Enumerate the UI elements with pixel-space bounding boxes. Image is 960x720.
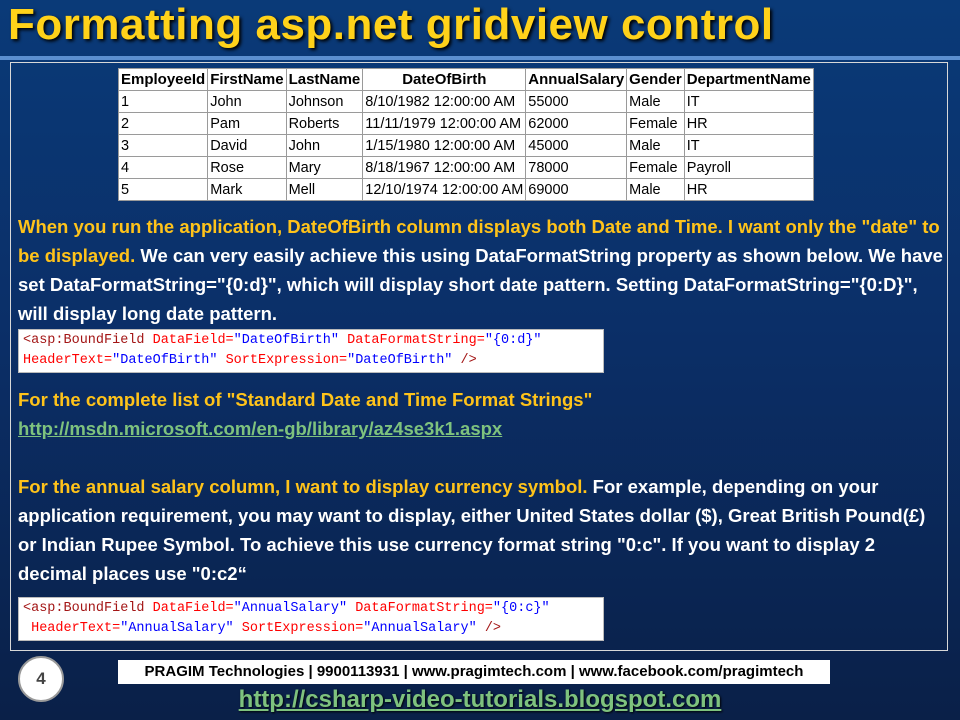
cell: Mary — [286, 157, 363, 179]
cell: John — [286, 135, 363, 157]
cell: Male — [627, 91, 685, 113]
cell: 5 — [119, 179, 208, 201]
header-gender: Gender — [627, 69, 685, 91]
cell: Female — [627, 157, 685, 179]
code-value: "DateOfBirth" — [233, 333, 339, 348]
dateofbirth-explanation — [18, 212, 948, 328]
code-attr: DataField= — [152, 601, 234, 616]
cell: Rose — [208, 157, 286, 179]
currency-body: For example, depending on your application requirement, you may want to display, either United States dollar ($), Great British Pound(£) or Indian Rupee Symbol. To achieve this use currency format string "0:c". If you want to display 2 decimal places use "0:c2“ — [18, 476, 926, 584]
header-firstname: FirstName — [208, 69, 286, 91]
format-strings-reference — [18, 385, 948, 443]
footer-banner: PRAGIM Technologies | 9900113931 | www.pragimtech.com | www.facebook.com/pragimtech — [118, 660, 830, 684]
code-tag: /> — [460, 353, 477, 368]
cell: 78000 — [526, 157, 627, 179]
cell: 62000 — [526, 113, 627, 135]
cell: Mell — [286, 179, 363, 201]
cell: 11/11/1979 12:00:00 AM — [363, 113, 526, 135]
cell: Mark — [208, 179, 286, 201]
header-employeeid: EmployeeId — [119, 69, 208, 91]
cell: 8/18/1967 12:00:00 AM — [363, 157, 526, 179]
dateofbirth-highlight: When you run the application, DateOfBirth column displays both Date and Time. I want only the "date" to be displayed. — [18, 216, 940, 266]
cell: 2 — [119, 113, 208, 135]
code-value: "{0:d}" — [484, 333, 542, 348]
code-value: "AnnualSalary" — [233, 601, 348, 616]
code-tag: /> — [484, 621, 502, 636]
code-attr: SortExpression= — [241, 621, 364, 636]
table-row — [119, 91, 814, 113]
header-dateofbirth: DateOfBirth — [363, 69, 526, 91]
cell: John — [208, 91, 286, 113]
currency-explanation — [18, 472, 948, 588]
header-departmentname: DepartmentName — [684, 69, 813, 91]
cell: IT — [684, 135, 813, 157]
cell: Johnson — [286, 91, 363, 113]
title-divider — [0, 56, 960, 60]
employee-gridview — [118, 68, 814, 201]
code-snippet-annualsalary — [18, 597, 604, 641]
code-attr: DataFormatString= — [355, 601, 493, 616]
table-row — [119, 157, 814, 179]
currency-highlight: For the annual salary column, I want to display currency symbol. — [18, 476, 588, 497]
cell: David — [208, 135, 286, 157]
cell: Female — [627, 113, 685, 135]
code-attr: SortExpression= — [225, 353, 348, 368]
cell: 3 — [119, 135, 208, 157]
header-annualsalary: AnnualSalary — [526, 69, 627, 91]
code-attr: HeaderText= — [31, 621, 121, 636]
cell: 4 — [119, 157, 208, 179]
dateofbirth-body: We can very easily achieve this using DataFormatString property as shown below. We have set DataFormatString="{0:d}", which will display short date pattern. Setting DataFormatString="{0:D}", will display long date pattern. — [18, 245, 943, 324]
cell: 45000 — [526, 135, 627, 157]
cell: 1 — [119, 91, 208, 113]
code-value: "AnnualSalary" — [363, 621, 477, 636]
grid-header-row — [119, 69, 814, 91]
code-tag: <asp:BoundField — [23, 333, 145, 348]
code-value: "{0:c}" — [492, 601, 550, 616]
cell: Payroll — [684, 157, 813, 179]
code-value: "DateOfBirth" — [112, 353, 218, 368]
table-row — [119, 135, 814, 157]
code-value: "DateOfBirth" — [347, 353, 453, 368]
cell: Pam — [208, 113, 286, 135]
cell: 55000 — [526, 91, 627, 113]
cell: HR — [684, 113, 813, 135]
code-attr: HeaderText= — [23, 353, 113, 368]
cell: 1/15/1980 12:00:00 AM — [363, 135, 526, 157]
code-attr: DataField= — [152, 333, 234, 348]
code-attr: DataFormatString= — [347, 333, 485, 348]
cell: 8/10/1982 12:00:00 AM — [363, 91, 526, 113]
header-lastname: LastName — [286, 69, 363, 91]
cell: Male — [627, 135, 685, 157]
table-row — [119, 179, 814, 201]
cell: Roberts — [286, 113, 363, 135]
blog-link[interactable]: http://csharp-video-tutorials.blogspot.com — [238, 686, 722, 713]
code-tag: <asp:BoundField — [23, 601, 145, 616]
page-number-badge: 4 — [18, 656, 64, 702]
table-row — [119, 113, 814, 135]
cell: HR — [684, 179, 813, 201]
cell: 69000 — [526, 179, 627, 201]
code-value: "AnnualSalary" — [120, 621, 234, 636]
slide-title: Formatting asp.net gridview control — [8, 0, 774, 49]
cell: 12/10/1974 12:00:00 AM — [363, 179, 526, 201]
msdn-link[interactable]: http://msdn.microsoft.com/en-gb/library/az4se3k1.aspx — [18, 418, 503, 439]
cell: IT — [684, 91, 813, 113]
format-strings-text: For the complete list of "Standard Date and Time Format Strings" — [18, 389, 593, 410]
cell: Male — [627, 179, 685, 201]
code-snippet-dateofbirth — [18, 329, 604, 373]
